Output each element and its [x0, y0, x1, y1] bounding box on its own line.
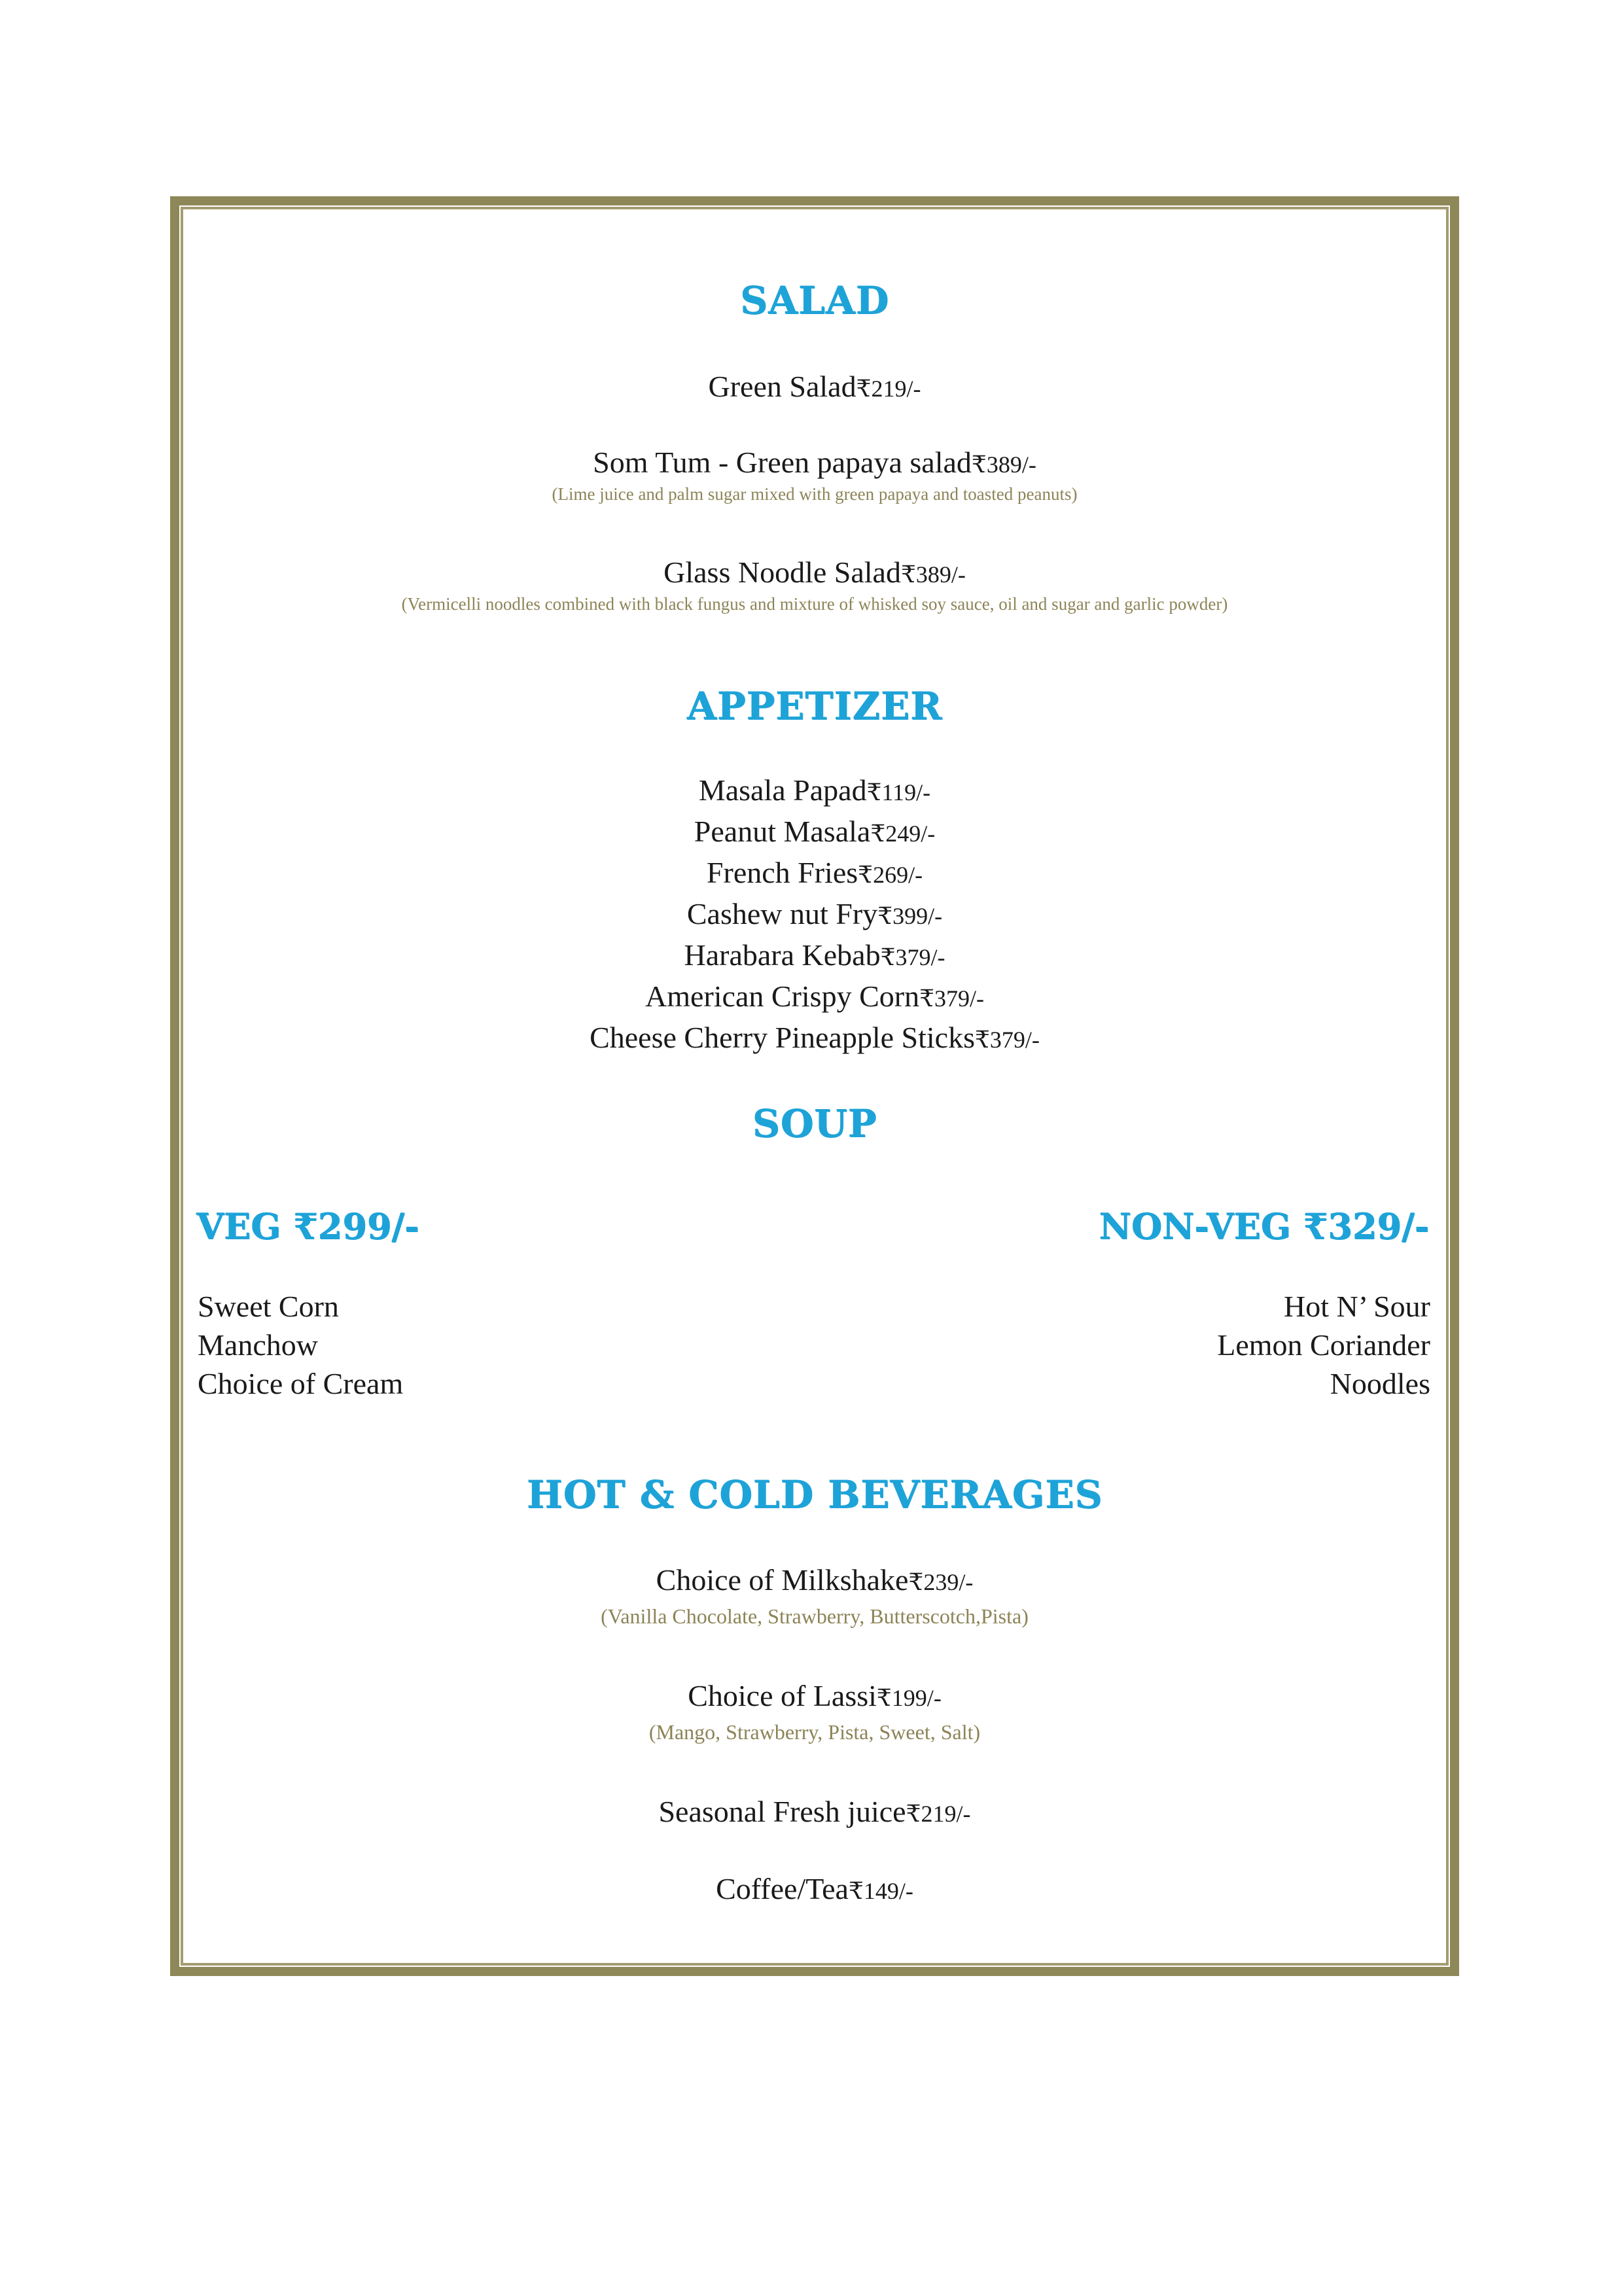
- item-name: Seasonal Fresh juice: [658, 1795, 906, 1828]
- item-price: ₹199/-: [876, 1685, 942, 1711]
- item-name: Choice of Lassi: [688, 1679, 877, 1712]
- menu-item-lassi: [181, 1677, 1449, 1717]
- item-price: ₹389/-: [900, 561, 966, 588]
- item-name: Green Salad: [708, 370, 856, 403]
- list-item: Cheese Cherry Pineapple Sticks₹379/-: [590, 1021, 1040, 1054]
- item-description: (Vermicelli noodles combined with black fungus and mixture of whisked soy sauce, oil and sugar and garlic powder): [401, 594, 1228, 614]
- item-price: ₹149/-: [848, 1878, 913, 1904]
- list-item: Manchow: [198, 1328, 318, 1362]
- list-item: Cashew nut Fry₹399/-: [686, 897, 943, 930]
- item-name: Glass Noodle Salad: [663, 556, 901, 589]
- appetizer-list: [181, 771, 1449, 1059]
- item-price: ₹219/-: [906, 1801, 971, 1827]
- veg-soup-heading: VEG ₹299/-: [196, 1205, 419, 1247]
- list-item: Choice of Cream: [198, 1367, 404, 1400]
- beverages-heading: HOT & COLD BEVERAGES: [526, 1472, 1103, 1517]
- item-name: Som Tum - Green papaya salad: [593, 446, 972, 479]
- item-price: ₹389/-: [971, 451, 1036, 478]
- veg-soup-list: [198, 1287, 403, 1403]
- salad-heading: SALAD: [740, 278, 889, 323]
- menu-item-milkshake: [181, 1561, 1449, 1601]
- menu-item-green-salad: [181, 368, 1449, 408]
- menu-item-glass-noodle-salad: [181, 554, 1449, 593]
- item-description: (Mango, Strawberry, Pista, Sweet, Salt): [648, 1720, 981, 1744]
- soup-heading: SOUP: [752, 1101, 877, 1146]
- item-price: ₹239/-: [908, 1569, 974, 1595]
- list-item: Peanut Masala₹249/-: [694, 815, 936, 848]
- item-price: ₹219/-: [856, 376, 921, 402]
- list-item: Harabara Kebab₹379/-: [684, 938, 945, 972]
- list-item: French Fries₹269/-: [706, 856, 923, 889]
- list-item: Masala Papad₹119/-: [698, 773, 931, 807]
- item-description: (Vanilla Chocolate, Strawberry, Butterscotch,Pista): [601, 1604, 1029, 1628]
- list-item: Lemon Coriander: [1217, 1328, 1430, 1362]
- list-item: Hot N’ Sour: [1283, 1290, 1430, 1323]
- nonveg-soup-list: [1217, 1287, 1430, 1403]
- menu-item-som-tum: [181, 444, 1449, 484]
- appetizer-heading: APPETIZER: [686, 684, 943, 728]
- list-item: Sweet Corn: [198, 1290, 339, 1323]
- item-name: Choice of Milkshake: [656, 1563, 909, 1597]
- list-item: Noodles: [1330, 1367, 1430, 1400]
- menu-item-coffee-tea: [181, 1870, 1449, 1910]
- menu-item-fresh-juice: [181, 1793, 1449, 1833]
- item-description: (Lime juice and palm sugar mixed with green papaya and toasted peanuts): [552, 484, 1078, 504]
- item-name: Coffee/Tea: [716, 1872, 849, 1905]
- list-item: American Crispy Corn₹379/-: [645, 980, 984, 1013]
- nonveg-soup-heading: NON-VEG ₹329/-: [1099, 1205, 1429, 1247]
